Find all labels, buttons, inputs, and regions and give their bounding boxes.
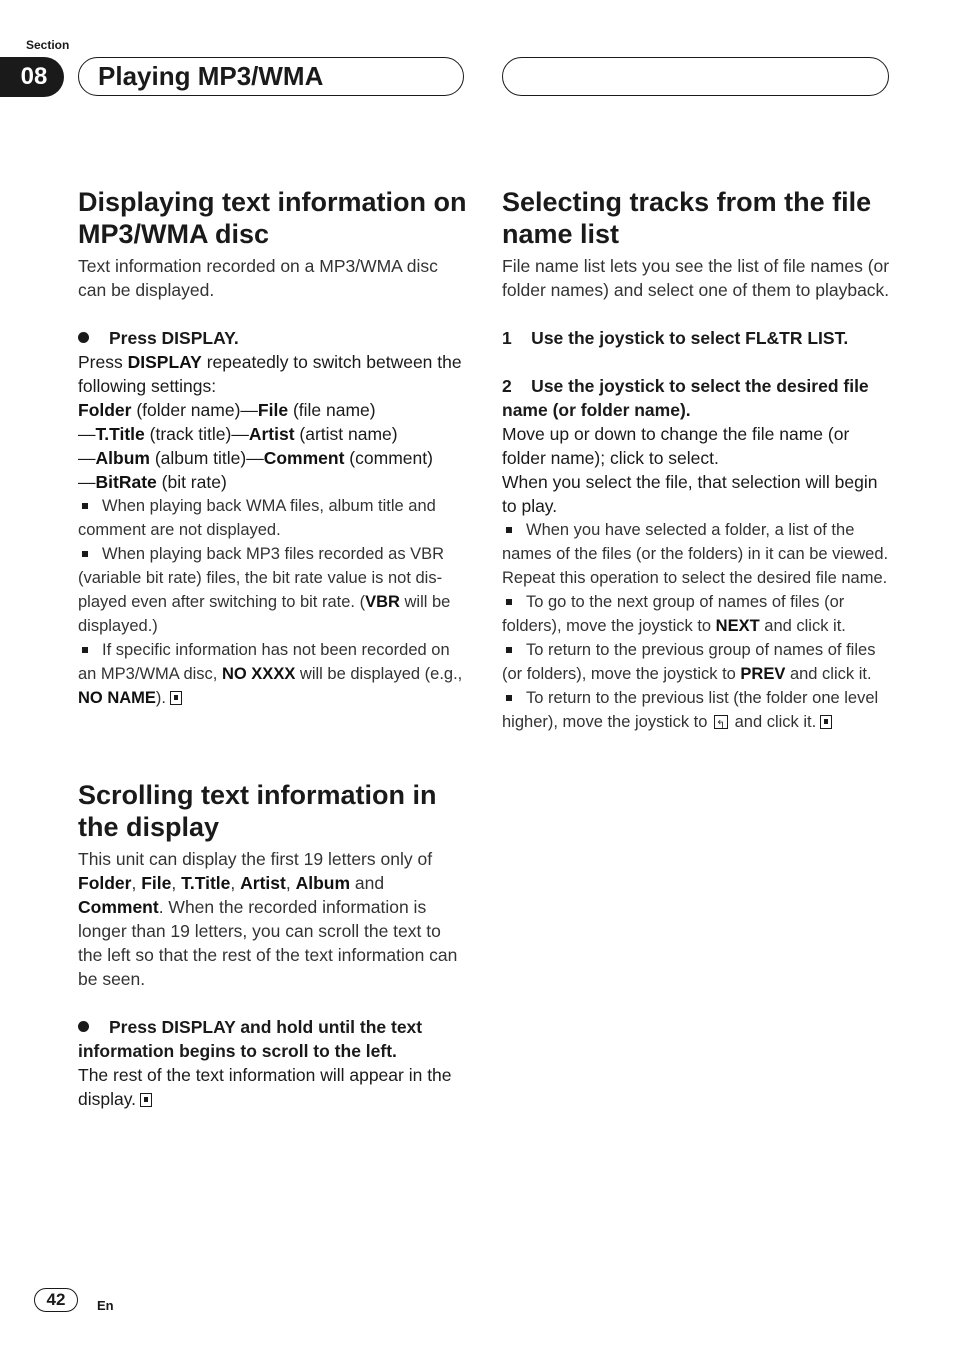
heading-selecting-tracks: Selecting tracks from the file name list — [502, 187, 872, 249]
step-2-body2: When you select the file, that selection will begin to play. — [502, 472, 878, 516]
chapter-title: Playing MP3/WMA — [98, 61, 324, 91]
step-2: 2 Use the joystick to select the desired file name (or folder name). — [502, 376, 874, 420]
left-column-section2 — [78, 779, 468, 1111]
right-column — [502, 186, 892, 734]
step-1: 1 Use the joystick to select FL&TR LIST. — [502, 328, 849, 348]
language-label: En — [97, 1298, 114, 1313]
note-square-icon — [82, 551, 88, 557]
note-square-icon — [82, 503, 88, 509]
page-number: 42 — [34, 1288, 78, 1312]
note-square-icon — [506, 527, 512, 533]
note-square-icon — [506, 695, 512, 701]
step-press-hold-display: Press DISPLAY and hold until the text information begins to scroll to the left. — [78, 1017, 423, 1061]
note-up-level: To return to the previous list (the folder one level higher), move the joystick to ↰ and click it. — [502, 686, 892, 734]
note-square-icon — [506, 647, 512, 653]
note-folder: When you have selected a folder, a list of the names of the files (or the folders) in it can be viewed. Repeat this operation to select the desired file name. — [502, 521, 889, 587]
note-vbr: When playing back MP3 files recorded as VBR (variable bit rate) files, the bit rate value is not displayed even after switching to bit rate. (VBR will be displayed.) — [78, 545, 451, 635]
note-square-icon — [82, 647, 88, 653]
intro-displaying-text: Text information recorded on a MP3/WMA disc can be displayed. — [78, 256, 438, 300]
step-press-display: Press DISPLAY. — [78, 326, 468, 350]
note-square-icon — [506, 599, 512, 605]
bullet-icon — [78, 332, 89, 343]
settings-paragraph: Press DISPLAY repeatedly to switch between the following settings: Folder (folder name)—File (file name) —T.Title (track title)—Artist (artist name) —Album (album title)—Comment (comment) —BitRate (bit rate) — [78, 352, 462, 492]
heading-scrolling-text: Scrolling text information in the display — [78, 780, 437, 842]
note-next: To go to the next group of names of files (or folders), move the joystick to NEXT and click it. — [502, 593, 846, 635]
intro-selecting-tracks: File name list lets you see the list of file names (or folder names) and select one of them to playback. — [502, 256, 890, 300]
bullet-icon — [78, 1021, 89, 1032]
section-label: Section — [26, 38, 70, 52]
section-number-badge: 08 — [0, 57, 64, 97]
header-blank-frame — [502, 57, 889, 96]
end-of-section-icon — [820, 715, 832, 729]
note-prev: To return to the previous group of names of files (or folders), move the joystick to PREV and click it. — [502, 641, 876, 683]
end-of-section-icon — [170, 691, 182, 705]
left-column — [78, 186, 468, 710]
end-of-section-icon — [140, 1093, 152, 1107]
heading-displaying-text: Displaying text information on MP3/WMA disc — [78, 187, 467, 249]
folder-up-icon — [714, 715, 728, 729]
intro-scrolling-text: This unit can display the first 19 letters only of Folder, File, T.Title, Artist, Album and Comment. When the recorded information is longer than 19 letters, you can scroll the text to the left so that the rest of the text information can be seen. — [78, 849, 458, 989]
step-2-body: Move up or down to change the file name (or folder name); click to select. — [502, 424, 850, 468]
scroll-result: The rest of the text information will appear in the display. — [78, 1065, 452, 1109]
note-wma: When playing back WMA files, album title and comment are not displayed. — [78, 497, 436, 539]
note-no-info: If specific information has not been recorded on an MP3/WMA disc, NO XXXX will be displayed (e.g., NO NAME). — [78, 641, 463, 707]
